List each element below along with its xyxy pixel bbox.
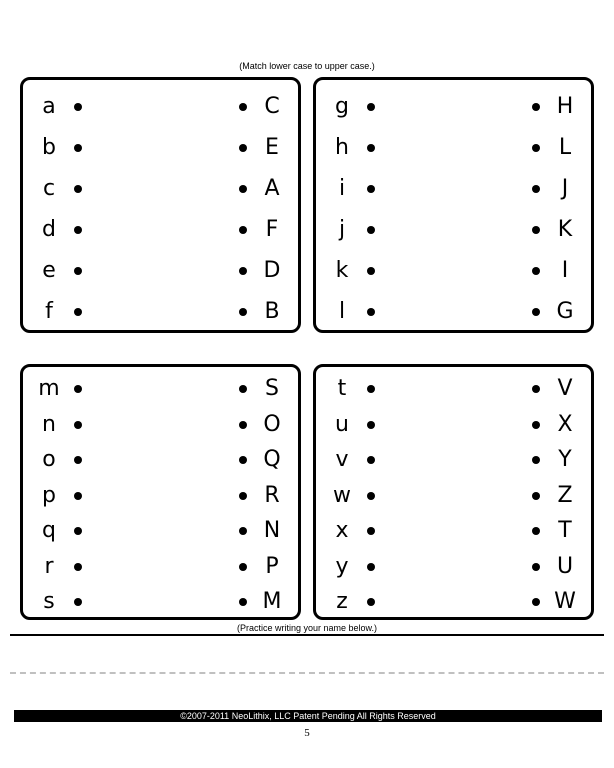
match-dot-left[interactable]: [74, 492, 82, 500]
lowercase-letter: p: [42, 482, 56, 508]
uppercase-letter: Y: [558, 447, 572, 472]
match-row: [316, 256, 591, 286]
lowercase-letter: w: [333, 482, 351, 508]
match-row: [23, 297, 298, 327]
match-dot-right[interactable]: [532, 103, 540, 111]
instruction-text: (Match lower case to upper case.): [239, 61, 375, 71]
match-dot-right[interactable]: [239, 103, 247, 111]
uppercase-letter: M: [262, 589, 282, 614]
match-dot-left[interactable]: [367, 103, 375, 111]
uppercase-letter: Q: [263, 447, 281, 472]
lowercase-letter: i: [338, 176, 346, 201]
match-dot-left[interactable]: [74, 527, 82, 535]
lowercase-letter: u: [335, 411, 349, 437]
uppercase-letter: B: [264, 299, 280, 324]
uppercase-letter: X: [557, 411, 573, 437]
lowercase-letter: h: [335, 135, 349, 160]
match-row: [23, 133, 298, 163]
practice-note: (Practice writing your name below.): [236, 623, 378, 633]
lowercase-letter: o: [42, 447, 56, 472]
lowercase-letter: b: [42, 135, 56, 160]
match-dot-right[interactable]: [532, 267, 540, 275]
lowercase-letter: c: [42, 176, 56, 201]
match-dot-left[interactable]: [74, 598, 82, 606]
uppercase-letter: U: [556, 553, 574, 579]
match-dot-right[interactable]: [532, 185, 540, 193]
match-dot-right[interactable]: [239, 492, 247, 500]
match-dot-left[interactable]: [74, 226, 82, 234]
uppercase-letter: S: [265, 376, 279, 401]
match-dot-right[interactable]: [532, 527, 540, 535]
match-dot-right[interactable]: [239, 598, 247, 606]
match-row: [23, 174, 298, 204]
lowercase-letter: g: [335, 94, 349, 119]
uppercase-letter: N: [263, 518, 281, 543]
match-row: [316, 297, 591, 327]
match-row: [316, 174, 591, 204]
match-row: [23, 256, 298, 286]
match-dot-right[interactable]: [239, 226, 247, 234]
uppercase-letter: G: [556, 299, 574, 324]
match-dot-right[interactable]: [532, 421, 540, 429]
match-dot-left[interactable]: [367, 226, 375, 234]
lowercase-letter: v: [335, 447, 349, 472]
lowercase-letter: a: [42, 94, 56, 119]
match-dot-left[interactable]: [367, 421, 375, 429]
match-dot-right[interactable]: [532, 385, 540, 393]
lowercase-letter: f: [45, 299, 53, 324]
match-row: [316, 215, 591, 245]
match-row: [316, 587, 591, 617]
lowercase-letter: l: [338, 299, 346, 324]
uppercase-letter: E: [265, 135, 279, 160]
match-row: [316, 445, 591, 475]
match-dot-right[interactable]: [239, 385, 247, 393]
match-dot-left[interactable]: [367, 456, 375, 464]
match-dot-right[interactable]: [239, 527, 247, 535]
match-dot-right[interactable]: [532, 226, 540, 234]
match-dot-left[interactable]: [74, 456, 82, 464]
match-row: [316, 133, 591, 163]
match-row: [316, 410, 591, 440]
lowercase-letter: t: [337, 376, 347, 401]
match-panel-a-f: [20, 77, 301, 333]
match-row: [316, 374, 591, 404]
uppercase-letter: I: [561, 258, 569, 283]
match-row: [23, 516, 298, 546]
match-dot-right[interactable]: [239, 308, 247, 316]
uppercase-letter: O: [263, 411, 281, 437]
match-dot-left[interactable]: [74, 421, 82, 429]
match-dot-right[interactable]: [532, 563, 540, 571]
lowercase-letter: d: [42, 217, 56, 242]
match-dot-right[interactable]: [239, 267, 247, 275]
lowercase-letter: r: [44, 553, 54, 579]
lowercase-letter: m: [38, 376, 60, 401]
lowercase-letter: y: [335, 553, 349, 579]
match-dot-left[interactable]: [367, 492, 375, 500]
match-row: [23, 587, 298, 617]
match-row: [23, 374, 298, 404]
lowercase-letter: z: [336, 589, 348, 614]
match-panel-t-z: [313, 364, 594, 620]
match-panel-g-l: [313, 77, 594, 333]
match-row: [23, 92, 298, 122]
match-dot-left[interactable]: [367, 563, 375, 571]
match-dot-left[interactable]: [74, 267, 82, 275]
match-dot-left[interactable]: [74, 185, 82, 193]
match-row: [23, 445, 298, 475]
uppercase-letter: A: [264, 176, 280, 201]
copyright-footer: ©2007-2011 NeoLithix, LLC Patent Pending All Rights Reserved: [14, 710, 602, 722]
match-row: [23, 410, 298, 440]
match-dot-left[interactable]: [74, 563, 82, 571]
match-dot-left[interactable]: [367, 598, 375, 606]
match-row: [316, 552, 591, 582]
lowercase-letter: n: [42, 411, 56, 437]
name-writing-line[interactable]: [10, 672, 604, 674]
match-row: [316, 92, 591, 122]
match-dot-right[interactable]: [239, 421, 247, 429]
match-dot-left[interactable]: [74, 385, 82, 393]
uppercase-letter: T: [558, 518, 572, 543]
match-dot-right[interactable]: [239, 563, 247, 571]
match-dot-left[interactable]: [74, 103, 82, 111]
match-dot-left[interactable]: [74, 308, 82, 316]
uppercase-letter: L: [558, 135, 572, 160]
match-dot-left[interactable]: [367, 185, 375, 193]
match-row: [316, 481, 591, 511]
match-dot-right[interactable]: [532, 308, 540, 316]
lowercase-letter: j: [338, 217, 346, 242]
uppercase-letter: C: [264, 94, 280, 119]
uppercase-letter: J: [561, 176, 569, 201]
match-dot-right[interactable]: [239, 144, 247, 152]
match-dot-right[interactable]: [532, 144, 540, 152]
uppercase-letter: P: [265, 553, 279, 579]
match-row: [23, 481, 298, 511]
uppercase-letter: F: [265, 217, 279, 242]
uppercase-letter: H: [556, 94, 574, 119]
match-dot-left[interactable]: [367, 527, 375, 535]
match-dot-right[interactable]: [532, 598, 540, 606]
divider-line: [10, 634, 604, 636]
match-row: [316, 516, 591, 546]
match-dot-right[interactable]: [239, 456, 247, 464]
lowercase-letter: x: [335, 518, 349, 543]
match-dot-left[interactable]: [367, 144, 375, 152]
match-dot-left[interactable]: [367, 385, 375, 393]
page-number: 5: [304, 727, 310, 739]
lowercase-letter: q: [42, 518, 56, 543]
lowercase-letter: s: [43, 589, 55, 614]
uppercase-letter: V: [557, 376, 573, 401]
lowercase-letter: k: [335, 258, 349, 283]
uppercase-letter: Z: [557, 482, 573, 508]
uppercase-letter: R: [264, 482, 280, 508]
match-row: [23, 552, 298, 582]
match-row: [23, 215, 298, 245]
uppercase-letter: D: [263, 258, 281, 283]
lowercase-letter: e: [42, 258, 56, 283]
uppercase-letter: W: [554, 589, 576, 614]
match-dot-right[interactable]: [532, 456, 540, 464]
match-panel-m-s: [20, 364, 301, 620]
uppercase-letter: K: [557, 217, 573, 242]
match-dot-left[interactable]: [367, 267, 375, 275]
match-dot-right[interactable]: [532, 492, 540, 500]
match-dot-left[interactable]: [367, 308, 375, 316]
match-dot-left[interactable]: [74, 144, 82, 152]
match-dot-right[interactable]: [239, 185, 247, 193]
